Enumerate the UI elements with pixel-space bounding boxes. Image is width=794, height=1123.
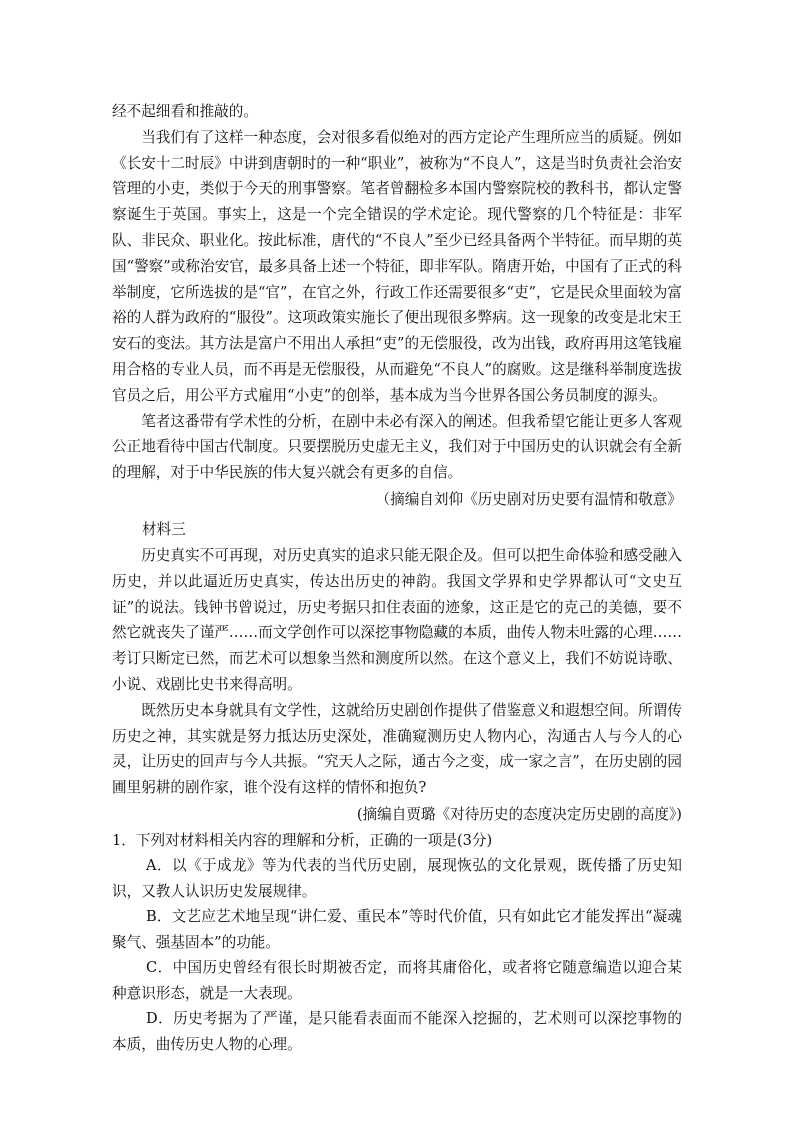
option-a-label: A． (146, 857, 172, 875)
option-c-text: 中国历史曾经有很长时期被否定，而将其庸俗化，或者将它随意编造以迎合某种意识形态，就是一大表现。 (112, 959, 682, 1002)
option-c-label: C． (146, 959, 173, 977)
material2-paragraph-tail: 经不起细看和推敲的。 (112, 103, 258, 120)
material2-source: （摘编自刘仰《历史剧对历史要有温情和敬意》 (375, 490, 682, 508)
material3-paragraph-2: 既然历史本身就具有文学性，这就给历史剧创作提供了借鉴意义和遐想空间。所谓传历史之神，其实就是努力抵达历史深处，准确窥测历史人物内心，沟通古人与今人的心灵，让历史的回声与今人共振。“究天人之际，通古今之变，成一家之言”，在历史剧的园圃里躬耕的剧作家，谁个没有这样的情怀和抱负? (112, 701, 682, 797)
document-body (112, 99, 682, 1057)
option-b-text: 文艺应艺术地呈现“讲仁爱、重民本”等时代价值，只有如此它才能发挥出“凝魂聚气、强基固本”的功能。 (112, 908, 682, 951)
option-d-text: 历史考据为了严谨，是只能看表面而不能深入挖掘的，艺术则可以深挖事物的本质，曲传历史人物的心理。 (112, 1010, 682, 1053)
question-title: 1．下列对材料相关内容的理解和分析，正确的一项是(3分) (112, 831, 493, 849)
option-d[interactable] (112, 1006, 682, 1057)
option-c[interactable] (112, 955, 682, 1006)
option-b-label: B． (146, 908, 172, 926)
option-a[interactable] (112, 853, 682, 904)
material3-source: (摘编自贾璐《对待历史的态度决定历史剧的高度》) (356, 805, 682, 823)
material3-heading: 材料三 (142, 520, 186, 538)
option-d-label: D． (146, 1010, 174, 1028)
material2-paragraph-2: 笔者这番带有学术性的分析，在剧中未必有深入的阐述。但我希望它能让更多人客观公正地看待中国古代制度。只要摆脱历史虚无主义，我们对于中国历史的认识就会有全新的理解，对于中华民族的伟大复兴就会有更多的自信。 (112, 412, 682, 482)
option-a-text: 以《于成龙》等为代表的当代历史剧，展现恢弘的文化景观，既传播了历史知识，又教人认识历史发展规律。 (112, 857, 682, 900)
material2-paragraph-1: 当我们有了这样一种态度，会对很多看似绝对的西方定论产生理所应当的质疑。例如《长安十二时辰》中讲到唐朝时的一种“职业”，被称为“不良人”，这是当时负责社会治安管理的小吏，类似于今天的刑事警察。笔者曾翻检多本国内警察院校的教科书，都认定警察诞生于英国。事实上，这是一个完全错误的学术定论。现代警察的几个特征是：非军队、非民众、职业化。按此标准，唐代的“不良人”至少已经具备两个半特征。而早期的英国“警察”或称治安官，最多具备上述一个特征，即非军队。隋唐开始，中国有了正式的科举制度，它所选拔的是“官”，在官之外，行政工作还需要很多“吏”，它是民众里面较为富裕的人群为政府的“服役”。这项政策实施长了便出现很多弊病。这一现象的改变是北宋王安石的变法。其方法是富户不用出人承担“吏”的无偿服役，改为出钱，政府再用这笔钱雇用合格的专业人员，而不再是无偿服役，从而避免“不良人”的腐败。这是继科举制度选拔官员之后，用公平方式雇用“小吏”的创举，基本成为当今世界各国公务员制度的源头。 (112, 128, 682, 404)
material3-paragraph-1: 历史真实不可再现，对历史真实的追求只能无限企及。但可以把生命体验和感受融入历史，并以此逼近历史真实，传达出历史的神韵。我国文学界和史学界都认可“文史互证”的说法。钱钟书曾说过，历史考据只扣住表面的迹象，这正是它的克己的美德，要不然它就丧失了谨严……而文学创作可以深挖事物隐藏的本质，曲传人物未吐露的心理……考订只断定已然，而艺术可以想象当然和测度所以然。在这个意义上，我们不妨说诗歌、小说、戏剧比史书来得高明。 (112, 546, 682, 693)
option-b[interactable] (112, 904, 682, 955)
